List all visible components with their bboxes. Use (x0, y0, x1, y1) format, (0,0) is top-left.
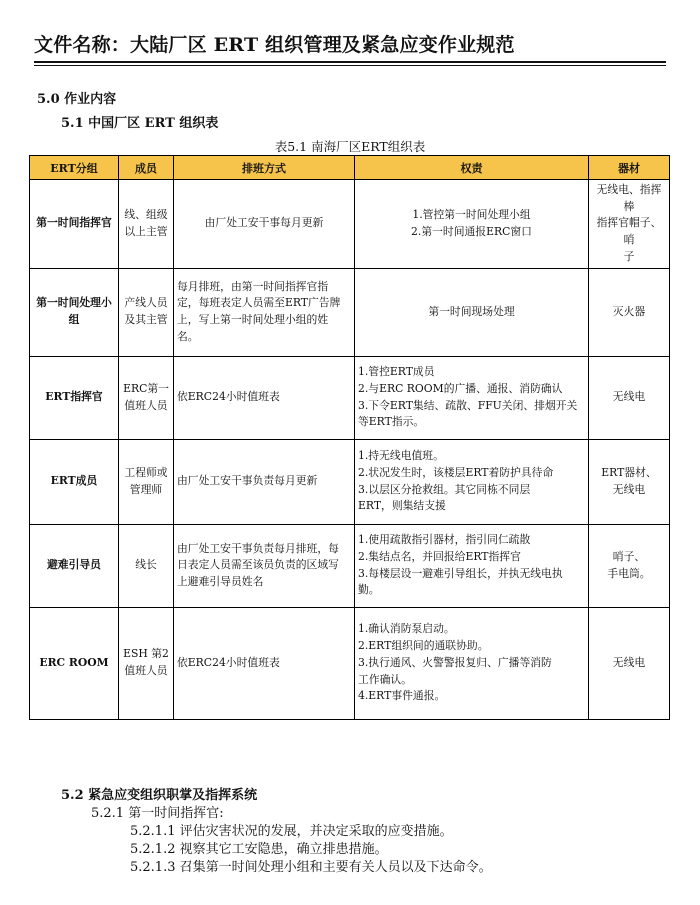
members-line: 产线人员 (124, 296, 168, 310)
cell-group: 第一时间处理小组 (30, 268, 119, 356)
table-header-row (30, 156, 670, 180)
members-line: 管理师 (129, 482, 163, 496)
table-row (30, 268, 670, 356)
cell-group: ERT成员 (30, 439, 119, 524)
equipment-line: 手电筒。 (607, 566, 651, 580)
duty-line: 工作确认。 (358, 672, 412, 686)
table-row (30, 607, 670, 719)
cell-schedule (174, 268, 355, 356)
duty-line: 1.管控ERT成员 (358, 365, 435, 379)
document-title: 文件名称：大陆厂区 ERT 组织管理及紧急应变作业规范 (34, 34, 515, 56)
table-row (30, 180, 670, 269)
cell-duties (355, 607, 589, 719)
equipment-line: ERT器材、 (601, 465, 657, 479)
cell-duties (355, 524, 589, 607)
duty-line: 1.使用疏散指引器材，指引同仁疏散 (358, 533, 531, 547)
col-header-duties: 权责 (355, 156, 589, 180)
equipment-line: 指挥官帽子、哨 (596, 216, 662, 247)
equipment-line: 子 (623, 249, 635, 263)
cell-duties (355, 180, 589, 269)
members-line: 线、组级 (124, 208, 168, 222)
members-line: ESH 第2 (123, 647, 169, 661)
cell-group: ERC ROOM (30, 607, 119, 719)
header-rule-thick (34, 61, 666, 63)
section-heading: 5.0 作业内容 (37, 92, 117, 107)
members-line: 值班人员 (124, 398, 168, 412)
table-caption: 表5.1 南海厂区ERT组织表 (274, 139, 426, 154)
cell-equipment (589, 268, 670, 356)
duty-line: 1.管控第一时间处理小组 (412, 208, 531, 222)
cell-equipment (589, 356, 670, 439)
cell-group: ERT指挥官 (30, 356, 119, 439)
duty-line: 2.第一时间通报ERC窗口 (411, 224, 532, 238)
schedule-line: 由厂处工安干事负责每月排班，每 (177, 541, 339, 555)
col-header-group: ERT分组 (30, 156, 119, 180)
schedule-line: 依ERC24小时值班表 (177, 655, 280, 669)
duty-line: ERT，则集结支援 (358, 499, 446, 513)
cell-group: 第一时间指挥官 (30, 180, 119, 269)
duty-line: 2.ERT组织间的通联协助。 (358, 639, 489, 653)
equipment-line: 灭火器 (612, 304, 646, 318)
duty-line: 2.状况发生时，该楼层ERT着防护具待命 (358, 465, 554, 479)
duty-line: 1.确认消防泵启动。 (358, 622, 455, 636)
cell-group: 避难引导员 (30, 524, 119, 607)
schedule-line: 上，写上第一时间处理小组的姓 (177, 313, 329, 327)
schedule-line: 由厂处工安干事负责每月更新 (177, 474, 318, 488)
cell-members (119, 268, 174, 356)
duty-line: 2.集结点名，并回报给ERT指挥官 (358, 549, 521, 563)
schedule-line: 由厂处工安干事每月更新 (204, 216, 324, 230)
equipment-line: 哨子、 (612, 549, 646, 563)
duty-line: 勤。 (358, 583, 380, 597)
cell-schedule (174, 180, 355, 269)
cell-schedule (174, 356, 355, 439)
table-row (30, 356, 670, 439)
members-line: 以上主管 (124, 224, 168, 238)
table-row (30, 524, 670, 607)
col-header-schedule: 排班方式 (174, 156, 355, 180)
duty-line: 1.持无线电值班。 (358, 449, 444, 463)
duty-line: 2.与ERC ROOM的广播、通报、消防确认 (358, 381, 563, 395)
list-item: 5.2.1.3 召集第一时间处理小组和主要有关人员以及下达命令。 (130, 860, 492, 875)
ert-organization-table (29, 155, 670, 720)
duty-line: 等ERT指示。 (358, 415, 425, 429)
duty-line: 3.执行通风、火警警报复归、广播等消防 (358, 655, 552, 669)
schedule-line: 上避难引导员姓名 (177, 575, 264, 589)
cell-equipment (589, 607, 670, 719)
equipment-line: 无线电 (612, 655, 646, 669)
col-header-equipment: 器材 (589, 156, 670, 180)
members-line: 工程师或 (124, 465, 168, 479)
list-item: 5.2.1.1 评估灾害状况的发展，并决定采取的应变措施。 (130, 824, 453, 839)
header-rule-thin (34, 65, 666, 66)
cell-equipment (589, 180, 670, 269)
cell-members (119, 524, 174, 607)
schedule-line: 名。 (177, 329, 199, 343)
cell-members (119, 356, 174, 439)
schedule-line: 依ERC24小时值班表 (177, 390, 280, 404)
cell-equipment (589, 524, 670, 607)
section-5-2-1-heading: 5.2.1 第一时间指挥官: (91, 806, 224, 821)
schedule-line: 日表定人员需至该员负责的区域写 (177, 558, 339, 572)
col-header-members: 成员 (119, 156, 174, 180)
members-line: ERC第一 (123, 381, 169, 395)
cell-duties (355, 268, 589, 356)
duty-line: 3.每楼层设一避难引导组长，并执无线电执 (358, 566, 563, 580)
equipment-line: 无线电 (612, 390, 646, 404)
schedule-line: 每月排班，由第一时间指挥官指 (177, 279, 329, 293)
subsection-heading: 5.1 中国厂区 ERT 组织表 (61, 116, 219, 131)
cell-equipment (589, 439, 670, 524)
members-line: 及其主管 (124, 313, 168, 327)
cell-duties (355, 356, 589, 439)
cell-schedule (174, 524, 355, 607)
table-row (30, 439, 670, 524)
duty-line: 第一时间现场处理 (428, 304, 515, 318)
cell-members (119, 439, 174, 524)
equipment-line: 无线电、指挥棒 (596, 183, 662, 213)
duty-line: 4.ERT事件通报。 (358, 689, 446, 703)
equipment-line: 无线电 (612, 482, 646, 496)
schedule-line: 定，每班表定人员需至ERT广告牌 (177, 296, 341, 310)
cell-duties (355, 439, 589, 524)
duty-line: 3.下令ERT集结、疏散、FFU关闭、排烟开关 (358, 398, 578, 412)
cell-members (119, 180, 174, 269)
cell-members (119, 607, 174, 719)
section-5-2-heading: 5.2 紧急应变组织职掌及指挥系统 (61, 788, 258, 803)
members-line: 值班人员 (124, 664, 168, 678)
cell-schedule (174, 607, 355, 719)
list-item: 5.2.1.2 视察其它工安隐患，确立排患措施。 (130, 842, 388, 857)
cell-schedule (174, 439, 355, 524)
duty-line: 3.以层区分抢救组。其它同栋不同层 (358, 482, 531, 496)
members-line: 线长 (135, 558, 157, 572)
